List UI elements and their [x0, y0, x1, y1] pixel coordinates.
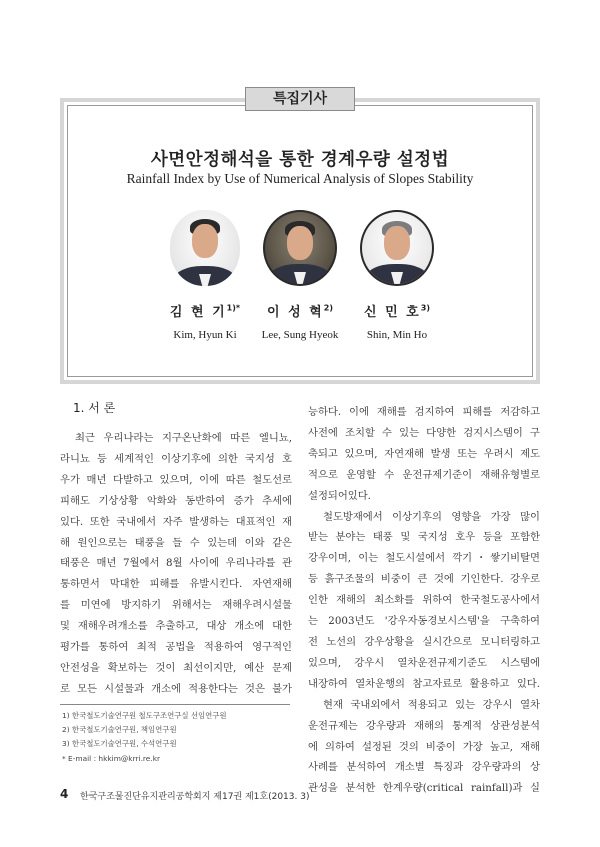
body-line: 통하면서 막대한 피해를 유발시킨다. 자연재해: [60, 578, 292, 591]
body-line: 내장하여 열차운행의 참고자료로 활용하고 있다.: [308, 677, 540, 690]
author-name-ko: 신 민 호$^{3)}$: [364, 303, 430, 320]
body-line: 사전에 조치할 수 있는 다양한 검지시스템이 구: [308, 426, 540, 439]
body-line: 는 2003년도 '강우자동경보시스템'을 구축하여: [308, 615, 540, 628]
footnote-rule: [60, 704, 290, 705]
body-line: 해 원인으로는 태풍을 들 수 있는데 이와 같은: [60, 536, 292, 549]
body-line: 최근 우리나라는 지구온난화에 따른 엘니뇨,: [75, 432, 292, 444]
author-photo-2: [263, 210, 337, 286]
body-line: 를 미연에 방지하기 위해서는 재해우려시설물: [60, 599, 292, 612]
body-line: 설정되어있다.: [308, 489, 371, 502]
body-line: 우가 매년 다발하고 있으며, 이에 따른 철도선로: [60, 473, 292, 486]
body-column-right: [308, 402, 540, 799]
body-line: 사례를 분석하여 개소별 특징과 강우량과의 상: [308, 761, 540, 774]
suit-shape: [269, 264, 331, 286]
footnote: 1) 한국철도기술연구원 철도구조연구실 선임연구원: [62, 711, 227, 720]
author-affiliation-mark: 2): [323, 303, 333, 313]
title-korean: 사면안정해석을 통한 경계우량 설정법: [150, 150, 450, 170]
page-number: 4: [60, 787, 69, 801]
body-line: 인한 재해의 최소화를 위하여 한국철도공사에서: [308, 594, 540, 607]
body-line: 운전규제는 강우량과 재해의 통계적 상관성분석: [308, 719, 540, 732]
author-name-en: Kim, Hyun Ki: [173, 329, 237, 341]
body-line: 있다. 또한 국내에서 자주 발생하는 대표적인 재: [60, 515, 292, 528]
body-line: 축되고 있으며, 자연재해 발생 또는 우려시 제도: [308, 447, 540, 460]
footnote-email: * E-mail : hkkim@krri.re.kr: [62, 753, 161, 763]
body-line: 관성을 분석한 한계우량(critical rainfall)과 실: [308, 782, 540, 795]
face-shape: [384, 226, 410, 260]
suit-shape: [174, 266, 236, 286]
author-name-en: Lee, Sung Hyeok: [261, 329, 339, 341]
author-affiliation-mark: 1)*: [226, 303, 241, 313]
author-name-en: Shin, Min Ho: [366, 329, 428, 341]
section-tag: 특집기사: [245, 87, 355, 111]
body-line: 능하다. 이에 재해를 검지하여 피해를 저감하고: [308, 406, 540, 418]
shirt-shape: [199, 274, 211, 286]
body-line: 강우이며, 이는 철도시설에서 깍기・쌓기비탈면: [308, 552, 540, 565]
suit-shape: [366, 264, 428, 286]
shirt-shape: [391, 272, 403, 286]
body-line: 전 노선의 강우상황을 실시간으로 모니터링하고: [308, 635, 540, 648]
face-shape: [287, 226, 313, 260]
author-name-ko: 이 성 혁$^{2)}$: [267, 303, 333, 320]
footnotes: [62, 709, 292, 766]
author-2: [250, 210, 350, 341]
journal-citation: 한국구조물진단유지관리공학회지 제17권 제1호(2013. 3): [80, 792, 310, 802]
author-1: [155, 210, 255, 341]
body-line: 있으며, 강우시 열차운전규제기준도 시스템에: [308, 656, 540, 669]
body-line: 평가를 통하여 최적 공법을 적용하여 영구적인: [60, 641, 292, 654]
author-name-ko: 김 현 기$^{1)*}$: [169, 303, 241, 320]
title-english: Rainfall Index by Use of Numerical Analysis of Slopes Stability: [126, 171, 474, 186]
body-line: 및 재해우려개소를 추출하고, 대상 개소에 대한: [60, 620, 292, 633]
face-shape: [192, 224, 218, 258]
body-line: 로 모든 시설물과 개소에 적용한다는 것은 불가: [60, 682, 292, 695]
shirt-shape: [294, 272, 306, 286]
author-photo-1: [170, 210, 240, 286]
section-heading: 1. 서 론: [73, 401, 116, 415]
body-line: 에 의하여 설정된 것의 비중이 가장 높고, 재해: [308, 740, 540, 753]
body-line: 적으로 운영할 수 운전규제기준이 재해유형별로: [308, 468, 540, 481]
author-photo-3: [360, 210, 434, 286]
body-line: 안전성을 확보하는 것이 최선이지만, 예산 문제: [60, 661, 292, 674]
body-line: 라니뇨 등 세계적인 이상기후에 의한 국지성 호: [60, 452, 292, 465]
body-line: 현재 국내외에서 적용되고 있는 강우시 열차: [323, 698, 540, 711]
body-line: 등 흙구조물의 비중이 큰 것에 기인한다. 강우로: [308, 573, 540, 586]
body-line: 받는 분야는 태풍 및 국지성 호우 등을 포함한: [308, 531, 540, 544]
body-column-left: [60, 428, 292, 700]
author-affiliation-mark: 3): [420, 303, 430, 313]
author-3: [347, 210, 447, 341]
body-line: 철도방재에서 이상기후의 영향을 가장 많이: [323, 510, 540, 523]
footnote: 2) 한국철도기술연구원, 책임연구원: [62, 725, 177, 735]
footnote: 3) 한국철도기술연구원, 수석연구원: [62, 739, 177, 749]
body-line: 피해도 기상상황 악화와 동반하여 증가 추세에: [60, 494, 292, 507]
body-line: 태풍은 매년 7월에서 8월 사이에 우리나라를 관: [60, 557, 292, 570]
